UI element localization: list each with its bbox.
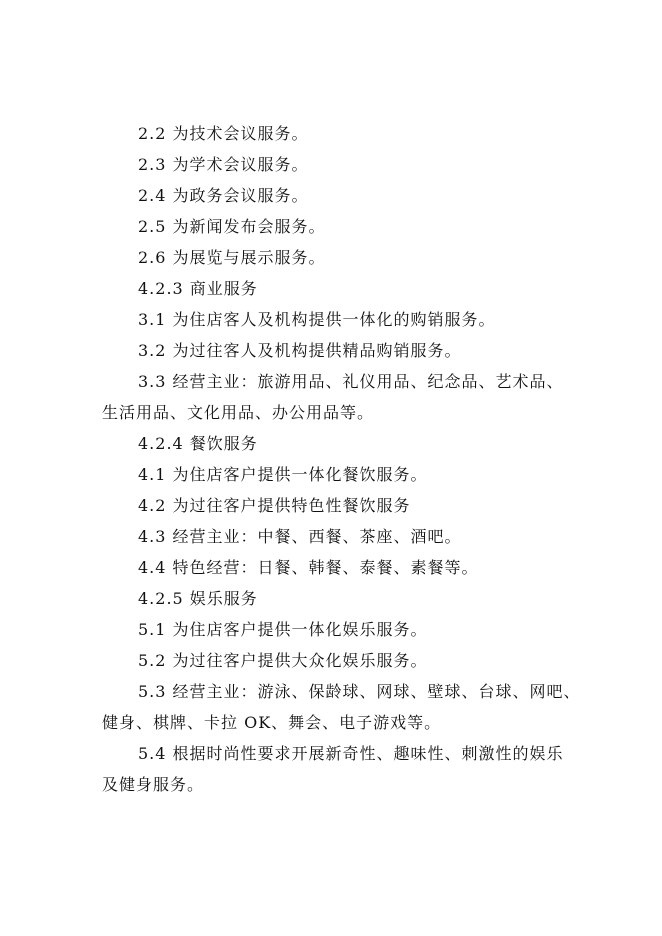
section-heading-4-2-3: 4.2.3 商业服务 — [138, 279, 258, 298]
text-line-2-5: 2.5 为新闻发布会服务。 — [138, 217, 326, 236]
text-line-5-4: 5.4 根据时尚性要求开展新奇性、趣味性、刺激性的娱乐 — [138, 744, 564, 763]
section-heading-4-2-5: 4.2.5 娱乐服务 — [138, 589, 258, 608]
text-line-5-3: 5.3 经营主业：游泳、保龄球、网球、壁球、台球、网吧、 — [138, 682, 581, 701]
text-line-4-1: 4.1 为住店客户提供一体化餐饮服务。 — [138, 465, 428, 484]
text-line-3-3: 3.3 经营主业：旅游用品、礼仪用品、纪念品、艺术品、 — [138, 372, 564, 391]
text-line-3-2: 3.2 为过往客人及机构提供精品购销服务。 — [138, 341, 462, 360]
text-line-5-1: 5.1 为住店客户提供一体化娱乐服务。 — [138, 620, 428, 639]
text-line-5-3-continued: 健身、棋牌、卡拉 OK、舞会、电子游戏等。 — [102, 713, 442, 732]
text-line-2-4: 2.4 为政务会议服务。 — [138, 186, 309, 205]
section-heading-4-2-4: 4.2.4 餐饮服务 — [138, 434, 258, 453]
text-line-4-4: 4.4 特色经营：日餐、韩餐、泰餐、素餐等。 — [138, 558, 479, 577]
text-line-5-2: 5.2 为过往客户提供大众化娱乐服务。 — [138, 651, 428, 670]
text-line-4-3: 4.3 经营主业：中餐、西餐、茶座、酒吧。 — [138, 527, 462, 546]
text-line-4-2: 4.2 为过往客户提供特色性餐饮服务 — [138, 496, 411, 515]
text-line-5-4-continued: 及健身服务。 — [102, 775, 205, 794]
text-line-2-2: 2.2 为技术会议服务。 — [138, 124, 309, 143]
text-line-2-3: 2.3 为学术会议服务。 — [138, 155, 309, 174]
text-line-2-6: 2.6 为展览与展示服务。 — [138, 248, 326, 267]
text-line-3-1: 3.1 为住店客人及机构提供一体化的购销服务。 — [138, 310, 496, 329]
text-line-3-3-continued: 生活用品、文化用品、办公用品等。 — [102, 403, 375, 422]
